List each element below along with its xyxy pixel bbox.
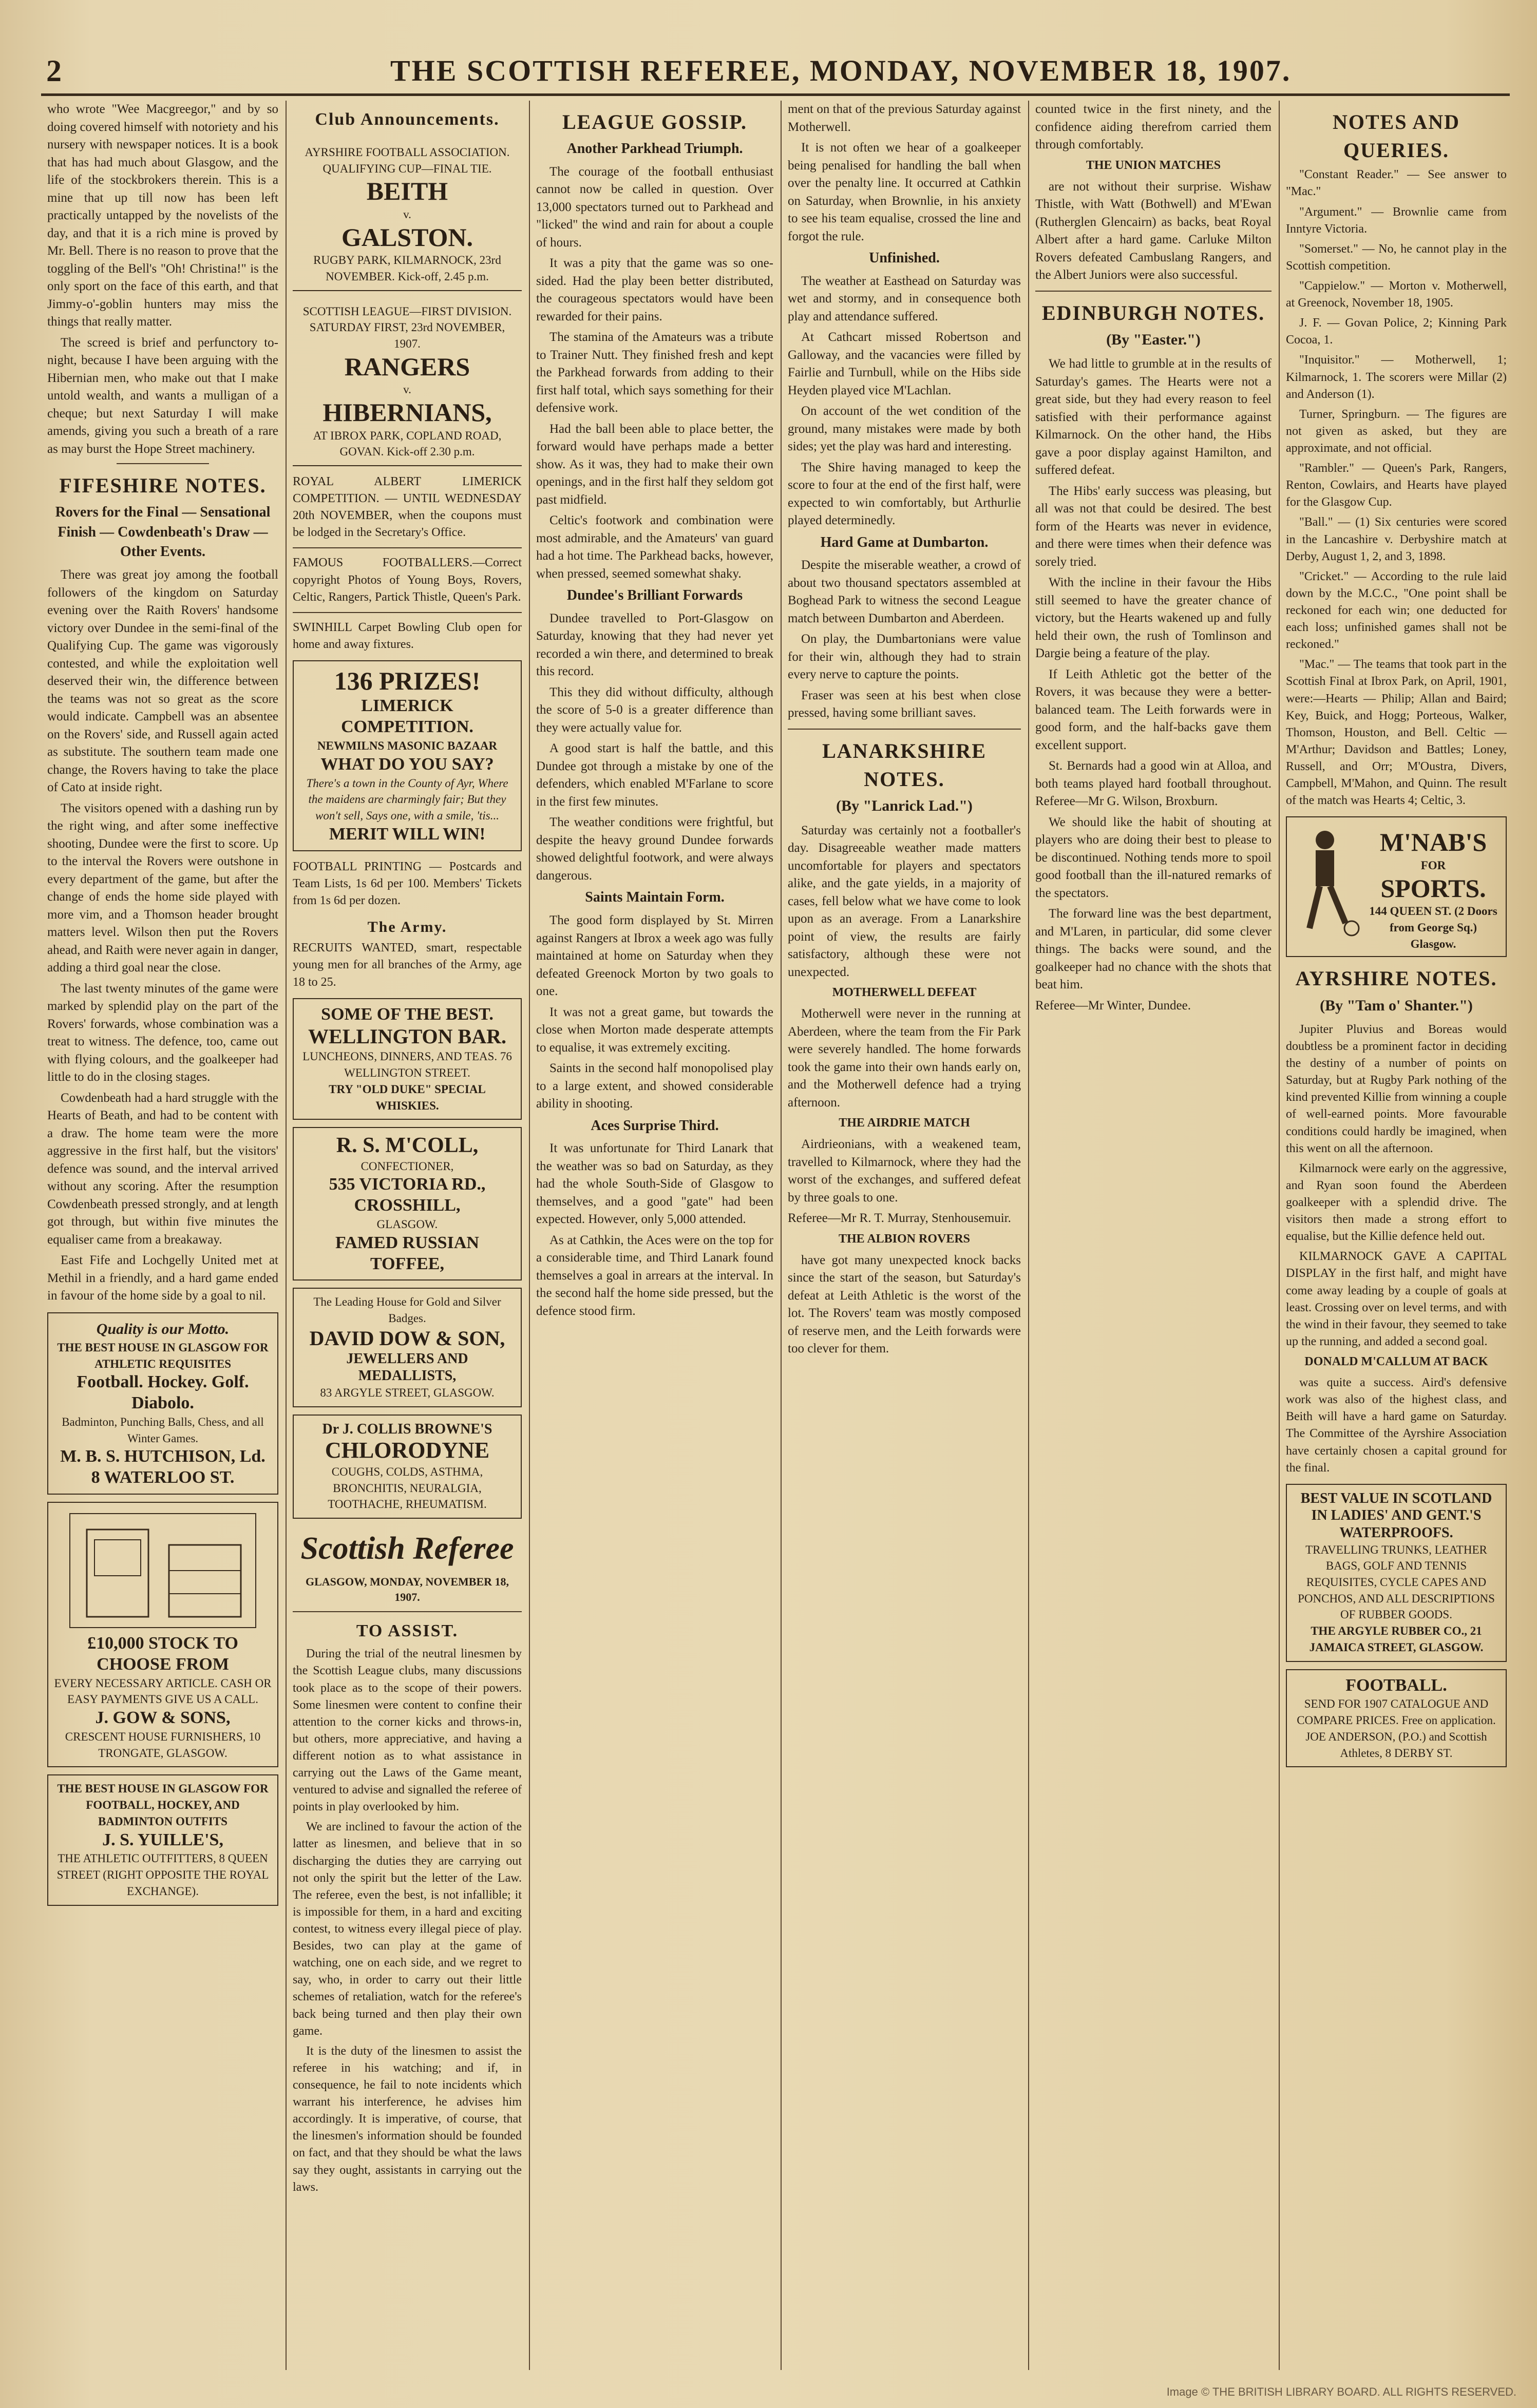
yuille-advert (47, 1774, 278, 1905)
article-paragraph: The weather at Easthead on Saturday was wet and stormy, and in consequence both play and attendance suffered. (788, 274, 1021, 323)
ad-address: THE ARGYLE RUBBER CO., 21 JAMAICA STREET, GLASGOW. (1309, 1625, 1484, 1654)
ad-address: 8 WATERLOO ST. (91, 1468, 235, 1487)
article-paragraph: The weather conditions were frightful, but despite the heavy ground Dundee forwards showed delightful footwork, and were always dangerous. (536, 815, 773, 883)
announcement-text: AT IBROX PARK, COPLAND ROAD, GOVAN. Kick-off 2.30 p.m. (313, 429, 502, 458)
section-subhead: Dundee's Brilliant Forwards (566, 587, 743, 604)
copyright-footer: Image © THE BRITISH LIBRARY BOARD. ALL RIGHTS RESERVED. (1166, 2385, 1516, 2398)
column-4 (788, 101, 1021, 2370)
footballer-illustration (1294, 826, 1361, 939)
announcement-league (293, 298, 522, 466)
article-paragraph: We had little to grumble at in the results of Saturday's games. The Hearts were not a great side, but they had every reason to feel satisfied with their performance against Kilmarnock. On the other hand, the Hibs gave a poor display against Hamilton, and suffered defeat. (1035, 357, 1272, 477)
announcement-text: RUGBY PARK, KILMARNOCK, 23rd NOVEMBER. Kick-off, 2.45 p.m. (313, 254, 501, 283)
announcement-text: ROYAL ALBERT LIMERICK COMPETITION. — UNTIL WEDNESDAY 20th NOVEMBER, when the coupons must be lodged in the Secretary's Office. (293, 474, 522, 540)
team-name: BEITH (366, 177, 448, 206)
ad-address: 535 VICTORIA RD., CROSSHILL, (329, 1175, 486, 1215)
announcement-text: RECRUITS WANTED, smart, respectable young men for all branches of the Army, age 18 to 25. (293, 941, 522, 989)
prizes-headline: 136 PRIZES! (334, 666, 481, 695)
query-answer: "Argument." — Brownlie came from Inntyre Victoria. (1286, 205, 1507, 236)
ad-line: TRY "OLD DUKE" SPECIAL WHISKIES. (329, 1082, 486, 1112)
article-paragraph: ment on that of the previous Saturday against Motherwell. (788, 102, 1021, 134)
ad-product-name: CHLORODYNE (325, 1438, 490, 1463)
hutchison-advert (47, 1312, 278, 1495)
ad-line: Badminton, Punching Balls, Chess, and all Winter Games. (62, 1416, 264, 1445)
football-catalogue-advert (1286, 1669, 1507, 1768)
ad-line: CONFECTIONER, (360, 1159, 454, 1173)
article-paragraph: The Shire having managed to keep the score to four at the end of the first half, were expected to win comfortably, but Arthurlie played determinedly. (788, 460, 1021, 528)
ad-line: COUGHS, COLDS, ASTHMA, BRONCHITIS, NEURALGIA, TOOTHACHE, RHEUMATISM. (328, 1465, 487, 1511)
argyle-rubber-advert (1286, 1484, 1507, 1662)
furniture-illustration (69, 1513, 256, 1628)
announcement-text: SCOTTISH LEAGUE—FIRST DIVISION. SATURDAY FIRST, 23rd NOVEMBER, 1907. (302, 304, 512, 351)
referee-note: Referee—Mr R. T. Murray, Stenhousemuir. (788, 1211, 1011, 1226)
query-answer: "Cappielow." — Morton v. Motherwell, at Greenock, November 18, 1905. (1286, 279, 1507, 310)
section-subhead: DONALD M'CALLUM AT BACK (1304, 1354, 1488, 1368)
section-subhead: Saints Maintain Form. (585, 889, 725, 906)
ad-line: SOME OF THE BEST. (321, 1004, 494, 1024)
team-name: HIBERNIANS, (322, 398, 492, 427)
article-paragraph: Airdrieonians, with a weakened team, travelled to Kilmarnock, where they had the worst of the exchanges, and suffered defeat by three goals to one. (788, 1137, 1021, 1205)
article-paragraph: On play, the Dumbartonians were value for their win, although they had to strain every nerve to capture the points. (788, 632, 1021, 682)
column-rule (1279, 101, 1280, 2370)
ad-line: MERIT WILL WIN! (329, 824, 486, 844)
article-paragraph: are not without their surprise. Wishaw Thistle, with Watt (Bothwell) and M'Ewan (Rutherglen Glencairn) as backs, beat Royal Albert after a hard game. Carluke Milton Rovers defeated Cambuslang Rangers, and the Albert Juniors were also successful. (1035, 179, 1272, 282)
fifeshire-subhead: Rovers for the Final — Sensational Finish — Cowdenbeath's Draw — Other Events. (55, 504, 271, 560)
divider (1035, 291, 1272, 292)
article-paragraph: The courage of the football enthusiast cannot now be called in question. Over 13,000 spectators turned out to Parkhead and "licked" the wind and rain for about a couple of hours. (536, 164, 773, 250)
article-paragraph: With the incline in their favour the Hibs still seemed to have the greater chance of victory, but the Hearts wakened up and fully held their own, the rush of Tomlinson and Dargie being a feature of the play. (1035, 576, 1272, 661)
article-paragraph: It is not often we hear of a goalkeeper being penalised for handling the ball when over the penalty line. It occurred at Cathkin on Saturday, when Brownlie, in his anxiety to see his team equalise, crossed the line and forgot the rule. (788, 141, 1021, 243)
gow-advert (47, 1502, 278, 1767)
column-rule (1028, 101, 1029, 2370)
article-paragraph: The screed is brief and perfunctory to-night, because I have been arguing with the Hibernian men, who make out that I make untold wealth, and wants a mulligan of a cheque; but next Saturday I will make amends, giving you such a breath of a rare as may burst the Hope Street machinery. (47, 335, 278, 456)
article-paragraph: We are inclined to favour the action of the latter as linesmen, and believe that in so discharging the duties they are carrying out not only the spirit but the letter of the Law. The referee, even the best, is not infallible; it is impossible for them, in a hard and exciting contest, to witness every illegal piece of play. Besides, two can play at the game of watching, one on each side, and we regret to say, who, in order to carry out their little schemes of retaliation, watch for the referee's back being turned and then play their own game. (293, 1820, 522, 2038)
column-rule (529, 101, 530, 2370)
article-paragraph: Saints in the second half monopolised play to a large extent, and showed considerable ability in shooting. (536, 1061, 773, 1111)
section-subhead: Hard Game at Dumbarton. (820, 534, 989, 550)
lanarkshire-heading: LANARKSHIRE NOTES. (822, 739, 986, 791)
page-masthead-title: THE SCOTTISH REFEREE, MONDAY, NOVEMBER 18, 1907. (390, 54, 1292, 87)
section-subhead: THE AIRDRIE MATCH (839, 1116, 970, 1130)
byline: (By "Tam o' Shanter.") (1320, 997, 1473, 1014)
query-answer: "Constant Reader." — See answer to "Mac." (1286, 168, 1507, 199)
section-subhead: THE UNION MATCHES (1086, 158, 1221, 172)
section-subhead: Another Parkhead Triumph. (566, 141, 743, 157)
ad-line: SEND FOR 1907 CATALOGUE AND COMPARE PRICES. Free on application. JOE ANDERSON, (P.O.) and Scottish Athletes, 8 DERBY ST. (1297, 1697, 1496, 1760)
section-subhead: Unfinished. (869, 250, 940, 266)
ad-line: There's a town in the County of Ayr, Where the maidens are charmingly fair; But they won't sell, Says one, with a smile, 'tis... (306, 776, 508, 823)
ad-motto: Quality is our Motto. (96, 1320, 230, 1337)
ad-headline: £10,000 STOCK TO CHOOSE FROM (87, 1634, 238, 1674)
column-3 (536, 101, 773, 2370)
edinburgh-heading: EDINBURGH NOTES. (1041, 301, 1265, 324)
team-name: RANGERS (344, 352, 470, 381)
article-paragraph: Dundee travelled to Port-Glasgow on Saturday, knowing that they had never yet recorded a win there, and determined to break this record. (536, 611, 773, 679)
announcement-text: AYRSHIRE FOOTBALL ASSOCIATION. QUALIFYING CUP—FINAL TIE. (305, 145, 510, 175)
limerick-advert (293, 660, 522, 851)
ad-company-name: WELLINGTON BAR. (308, 1025, 506, 1048)
divider (117, 463, 209, 464)
article-paragraph: A good start is half the battle, and this Dundee got through a mistake by one of the defenders, which enabled M'Farlane to score in the first few minutes. (536, 741, 773, 809)
ad-line: GLASGOW. (376, 1218, 438, 1231)
byline: (By "Lanrick Lad.") (836, 797, 973, 815)
ad-company-name: M'NAB'S (1379, 828, 1487, 857)
ad-line: The Leading House for Gold and Silver Badges. (313, 1295, 501, 1325)
ad-line: SPORTS. (1380, 873, 1486, 903)
section-subhead: Aces Surprise Third. (591, 1117, 719, 1134)
scottish-referee-masthead: Scottish Referee (300, 1531, 514, 1566)
ad-line: LIMERICK COMPETITION. (341, 696, 473, 737)
ad-address: 144 QUEEN ST. (2 Doors from George Sq.) Glasgow. (1369, 905, 1497, 950)
article-paragraph: It was a pity that the game was so one-sided. Had the play been better distributed, the courageous spectators would have been rewarded for their pains. (536, 256, 773, 323)
ad-company-name: M. B. S. HUTCHISON, Ld. (60, 1447, 265, 1466)
article-paragraph: The visitors opened with a dashing run by the right wing, and after some ineffective shooting, Dundee were the first to score. Up to the interval the Rovers were outshone in every department of the game, but after the change of ends the home side played with more vim, and a Thomson header brought matters level. Wilson then put the Rovers ahead, and Raith were never again in danger, adding a third goal near the close. (47, 801, 278, 975)
ad-line: JEWELLERS AND MEDALLISTS, (346, 1350, 468, 1384)
ad-line: Dr J. COLLIS BROWNE'S (322, 1421, 492, 1437)
ad-line: TRAVELLING TRUNKS, LEATHER BAGS, GOLF AND TENNIS REQUISITES, CYCLE CAPES AND PONCHOS, AND ALL DESCRIPTIONS OF RUBBER GOODS. (1298, 1543, 1495, 1621)
ad-line: Diabolo. (131, 1393, 194, 1413)
ad-company-name: DAVID DOW & SON, (309, 1326, 505, 1350)
ad-address: THE ATHLETIC OUTFITTERS, 8 QUEEN STREET (RIGHT OPPOSITE THE ROYAL EXCHANGE). (56, 1852, 269, 1898)
article-paragraph: St. Bernards had a good win at Alloa, and both teams played hard football throughout. Referee—Mr G. Wilson, Broxburn. (1035, 759, 1272, 809)
dow-advert (293, 1288, 522, 1407)
article-paragraph: As at Cathkin, the Aces were on the top for a considerable time, and Third Lanark found themselves a goal in arrears at the interval. In the second half the home side pressed, but the defence stood firm. (536, 1233, 773, 1318)
article-paragraph: Despite the miserable weather, a crowd of about two thousand spectators assembled at Boghead Park to witness the second League match between Dumbarton and Aberdeen. (788, 558, 1021, 625)
divider (788, 729, 1021, 730)
ad-line: NEWMILNS MASONIC BAZAAR (317, 739, 498, 753)
page-number: 2 (46, 54, 62, 88)
byline: (By "Easter.") (1106, 331, 1201, 348)
article-paragraph: On account of the wet condition of the ground, many mistakes were made by both sides; yet the play was hard and interesting. (788, 404, 1021, 454)
ad-address: 83 ARGYLE STREET, GLASGOW. (320, 1386, 495, 1399)
query-answer: "Somerset." — No, he cannot play in the Scottish competition. (1286, 242, 1507, 273)
article-paragraph: If Leith Athletic got the better of the Rovers, it was because they were a better-balanced team. The Leith forwards were in good form, and the half-backs gave them excellent support. (1035, 667, 1272, 752)
article-paragraph: During the trial of the neutral linesmen by the Scottish League clubs, many discussions took place as to the scope of their powers. Some linesmen were content to confine their attention to the corner kicks and throws-in, but others, more appreciative, and having a different notion as to what assistance in carrying out the Laws of the Game meant, ventured to advise and signalled the referee of points in play overlooked by him. (293, 1647, 522, 1814)
ad-address: CRESCENT HOUSE FURNISHERS, 10 TRONGATE, GLASGOW. (65, 1730, 261, 1760)
ad-headline: BEST VALUE IN SCOTLAND IN LADIES' AND GENT.'S WATERPROOFS. (1300, 1490, 1492, 1541)
announcement-ayrshire (293, 139, 522, 291)
article-paragraph: Jupiter Pluvius and Boreas would doubtless be a prominent factor in deciding the destiny of a number of points on Saturday, but at Rugby Park nothing of the kind prevented Killie from winning a couple of well-earned points. More favourable conditions could hardly be imagined, when this went on all the afternoon. (1286, 1022, 1507, 1155)
ad-line: FOR (1420, 858, 1446, 872)
query-answer: Turner, Springburn. — The figures are not given as asked, but they are approximate, and not official. (1286, 407, 1507, 455)
query-answer: J. F. — Govan Police, 2; Kinning Park Cocoa, 1. (1286, 316, 1507, 347)
army-heading: The Army. (367, 918, 447, 935)
issue-date: GLASGOW, MONDAY, NOVEMBER 18, 1907. (305, 1575, 509, 1604)
column-5 (1035, 101, 1272, 2370)
article-paragraph: who wrote "Wee Macgreegor," and by so doing covered himself with notoriety and his nursery with newspaper notices. It is a book that has had much about Glasgow, and the life of the stockbrokers therein. This is a mine that up till now has been left practically untapped by the novelists of the day, and that it is a rich mine is proved by Mr. Bell. There is no reason to prove that the toggling of the Bell's "Oh! Christina!" is the only sport on the face of this earth, and that Jimmy-o'-goblin hunters may miss the things that really matter. (47, 102, 278, 329)
article-paragraph: Kilmarnock were early on the aggressive, and Ryan soon found the Aberdeen goalkeeper with a splendid drive. The visitors then made a strong effort to equalise, but the Killie defence held out. (1286, 1161, 1507, 1244)
ad-company-name: R. S. M'COLL, (336, 1134, 479, 1158)
ad-address: LUNCHEONS, DINNERS, AND TEAS. 76 WELLINGTON STREET. (302, 1050, 512, 1080)
article-paragraph: The forward line was the best department, and M'Laren, in particular, did some clever things. The backs were sound, and the goalkeeper had no chance with the shots that beat him. (1035, 907, 1272, 992)
article-paragraph: have got many unexpected knock backs since the start of the season, but Saturday's defeat at Leith Athletic is the worst of the lot. The Rovers' team was mostly composed of reserve men, and the Leith forwards were too clever for them. (788, 1253, 1021, 1356)
article-paragraph: counted twice in the first ninety, and the confidence aiding therefrom carried them through comfortably. (1035, 102, 1272, 151)
ad-line: Football. Hockey. Golf. (77, 1372, 249, 1392)
masthead-rule (41, 93, 1510, 96)
versus: v. (403, 383, 411, 396)
article-paragraph: Saturday was certainly not a footballer's day. Disagreeable weather made matters uncomfortable for players and spectators alike, and the gate yields, in a majority of cases, fell below what we have come to look upon as an average. From a Lanarkshire point of view, the results are fairly satisfactory, although these were not unexpected. (788, 823, 1021, 979)
team-name: GALSTON. (341, 222, 473, 252)
column-6 (1286, 101, 1507, 2370)
section-subhead: MOTHERWELL DEFEAT (832, 986, 977, 1000)
article-paragraph: Fraser was seen at his best when close pressed, having some brilliant saves. (788, 688, 1021, 720)
wellington-bar-advert (293, 998, 522, 1120)
column-rule (781, 101, 782, 2370)
ayrshire-heading: AYRSHIRE NOTES. (1295, 967, 1497, 990)
divider (293, 1611, 522, 1612)
query-answer: "Mac." — The teams that took part in the Scottish Final at Ibrox Park, on April, 1901, were:—Hearts — Philip; Allan and Baird; Key, Buick, and Hogg; Porteous, Walker, Thomson, Houston, and Bell. Celtic — M'Arthur; Davidson and Battles; Loney, Russell, and Orr; M'Oustra, Divers, Campbell, M'Mahon, and Quinn. The result of the match was Hearts 4; Celtic, 3. (1286, 658, 1507, 808)
article-paragraph: We should like the habit of shouting at players who are doing their best to please to be discontinued. Nothing tends more to spoil good football than the ill-natured remarks of the spectators. (1035, 815, 1272, 900)
query-answer: "Cricket." — According to the rule laid down by the M.C.C., "One point shall be reckoned for each win; one deducted for each loss; unfinished games shall not be reckoned." (1286, 569, 1507, 652)
column-rule (286, 101, 287, 2370)
article-paragraph: Cowdenbeath had a hard struggle with the Hearts of Beath, and had to be content with a draw. The home team were the more aggressive in the first half, but the visitors' defence was sound, and the interval arrived without any scoring. After the resumption Cowdenbeath pressed strongly, and at length got through, but within five minutes the equaliser came from a breakaway. (47, 1091, 278, 1247)
divider (293, 547, 522, 548)
query-answer: "Ball." — (1) Six centuries were scored in the Lancashire v. Derbyshire match at Derby, August 1, 2, and 3, 1898. (1286, 515, 1507, 563)
league-gossip-heading: LEAGUE GOSSIP. (562, 110, 747, 133)
article-paragraph: The stamina of the Amateurs was a tribute to Trainer Nutt. They finished fresh and kept the Parkhead forwards from adding to their first half total, which says something for their defensive work. (536, 330, 773, 415)
query-answer: "Rambler." — Queen's Park, Rangers, Renton, Cowlairs, and Hearts have played for the Glasgow Cup. (1286, 462, 1507, 509)
column-1 (47, 101, 278, 2370)
mccoll-advert (293, 1127, 522, 1281)
notes-queries-heading: NOTES AND QUERIES. (1332, 110, 1460, 162)
article-paragraph: At Cathcart missed Robertson and Galloway, and the vacancies were filled by Fairlie and Turnbull, while on the Hibs side Heyden played vice M'Lachlan. (788, 330, 1021, 397)
ad-headline: THE BEST HOUSE IN GLASGOW FOR FOOTBALL, HOCKEY, AND BADMINTON OUTFITS (57, 1782, 269, 1828)
ad-company-name: J. S. YUILLE'S, (102, 1830, 223, 1849)
editorial-heading: TO ASSIST. (356, 1621, 459, 1641)
mnab-advert (1286, 816, 1507, 957)
section-subhead: THE ALBION ROVERS (838, 1232, 971, 1246)
article-paragraph: Celtic's footwork and combination were most admirable, and the Amateurs' van guard had a hot time. The Parkhead backs, however, when pressed, seemed somewhat shaky. (536, 513, 773, 581)
ad-line: WHAT DO YOU SAY? (320, 754, 494, 774)
article-paragraph: East Fife and Lochgelly United met at Methil in a friendly, and a hard game ended in favour of the home side by a goal to nil. (47, 1253, 278, 1303)
article-paragraph: The good form displayed by St. Mirren against Rangers at Ibrox a week ago was fully maintained at home on Saturday when they defeated Greenock Morton by two goals to one. (536, 913, 773, 999)
ad-line: THE BEST HOUSE IN GLASGOW FOR ATHLETIC REQUISITES (57, 1341, 269, 1370)
article-paragraph: It was not a great game, but towards the close when Morton made desperate attempts to equalise, it was extremely exciting. (536, 1005, 773, 1055)
article-paragraph: It is the duty of the linesmen to assist the referee in his watching; and if, in consequence, he fail to note incidents which warrant his interference, he advises him accordingly. It is imperative, of course, that the linesmen's information should be founded on fact, and that they should be what the laws say they ought, assistants in carrying out the laws. (293, 2044, 522, 2194)
announcement-text: FAMOUS FOOTBALLERS.—Correct copyright Photos of Young Boys, Rovers, Celtic, Rangers, Partick Thistle, Queen's Park. (293, 556, 522, 604)
divider (293, 612, 522, 613)
club-announcements-heading: Club Announcements. (315, 110, 500, 129)
ad-line: FAMED RUSSIAN TOFFEE, (335, 1233, 479, 1273)
ad-line: EVERY NECESSARY ARTICLE. CASH OR EASY PAYMENTS GIVE US A CALL. (54, 1676, 272, 1706)
query-answer: "Inquisitor." — Motherwell, 1; Kilmarnock, 1. The scorers were Millar (2) and Anderson (1). (1286, 353, 1507, 401)
article-paragraph: The Hibs' early success was pleasing, but all was not that could be desired. The best form of the Hearts was never in evidence, and there were times when their defence was sorely tried. (1035, 484, 1272, 569)
versus: v. (403, 207, 411, 221)
article-paragraph: There was great joy among the football followers of the kingdom on Saturday evening over the Raith Rovers' handsome victory over Dundee in the semi-final of the Qualifying Cup. The game was vigorously contested, and while the exploitation well deserved their win, the difference between the teams was not so great as the score would indicate. Campbell was an absentee on the Rovers' side, and Russell again acted as substitute. The southern team made one change, the Rovers having to take the place of Cato at inside right. (47, 568, 278, 795)
article-paragraph: KILMARNOCK GAVE A CAPITAL DISPLAY in the first half, and might have come away leading by a couple of goals at least. Crossing over on level terms, and with the wind in their favour, they seemed to take up the running, and added a second goal. (1286, 1250, 1507, 1348)
article-paragraph: Had the ball been able to place better, the forward would have perhaps made a better show. As it was, they had to make their own openings, and in the first half they seldom got past midfield. (536, 422, 773, 507)
referee-note: Referee—Mr Winter, Dundee. (1035, 998, 1191, 1012)
article-paragraph: This they did without difficulty, although the score of 5-0 is a greater difference than they were actually value for. (536, 685, 773, 735)
chlorodyne-advert (293, 1415, 522, 1519)
article-paragraph: was quite a success. Aird's defensive work was also of the highest class, and Beith will have a hard game on Saturday. The Committee of the Ayrshire Association have certainly chosen a capital ground for the final. (1286, 1376, 1507, 1475)
announcement-text: FOOTBALL PRINTING — Postcards and Team Lists, 1s 6d per 100. Members' Tickets from 1s 6d per dozen. (293, 859, 522, 907)
article-paragraph: It was unfortunate for Third Lanark that the weather was so bad on Saturday, as they had the whole South-Side of Glasgow to themselves, and a good "gate" had been expected. However, only 5,000 attended. (536, 1141, 773, 1227)
ad-headline: FOOTBALL. (1345, 1675, 1447, 1695)
announcement-text: SWINHILL Carpet Bowling Club open for home and away fixtures. (293, 620, 522, 651)
column-2 (293, 101, 522, 2370)
fifeshire-heading: FIFESHIRE NOTES. (59, 474, 267, 497)
article-paragraph: Motherwell were never in the running at Aberdeen, where the team from the Fir Park were severely handled. The home forwards took the game into their own hands early on, and the Motherwell defence had a trying afternoon. (788, 1007, 1021, 1110)
article-paragraph: The last twenty minutes of the game were marked by splendid play on the part of the Rovers' forwards, whose combination was a treat to witness. The defence, too, came out with flying colours, and the goalkeeper had little to do in the closing stages. (47, 981, 278, 1084)
ad-company-name: J. GOW & SONS, (95, 1708, 231, 1728)
